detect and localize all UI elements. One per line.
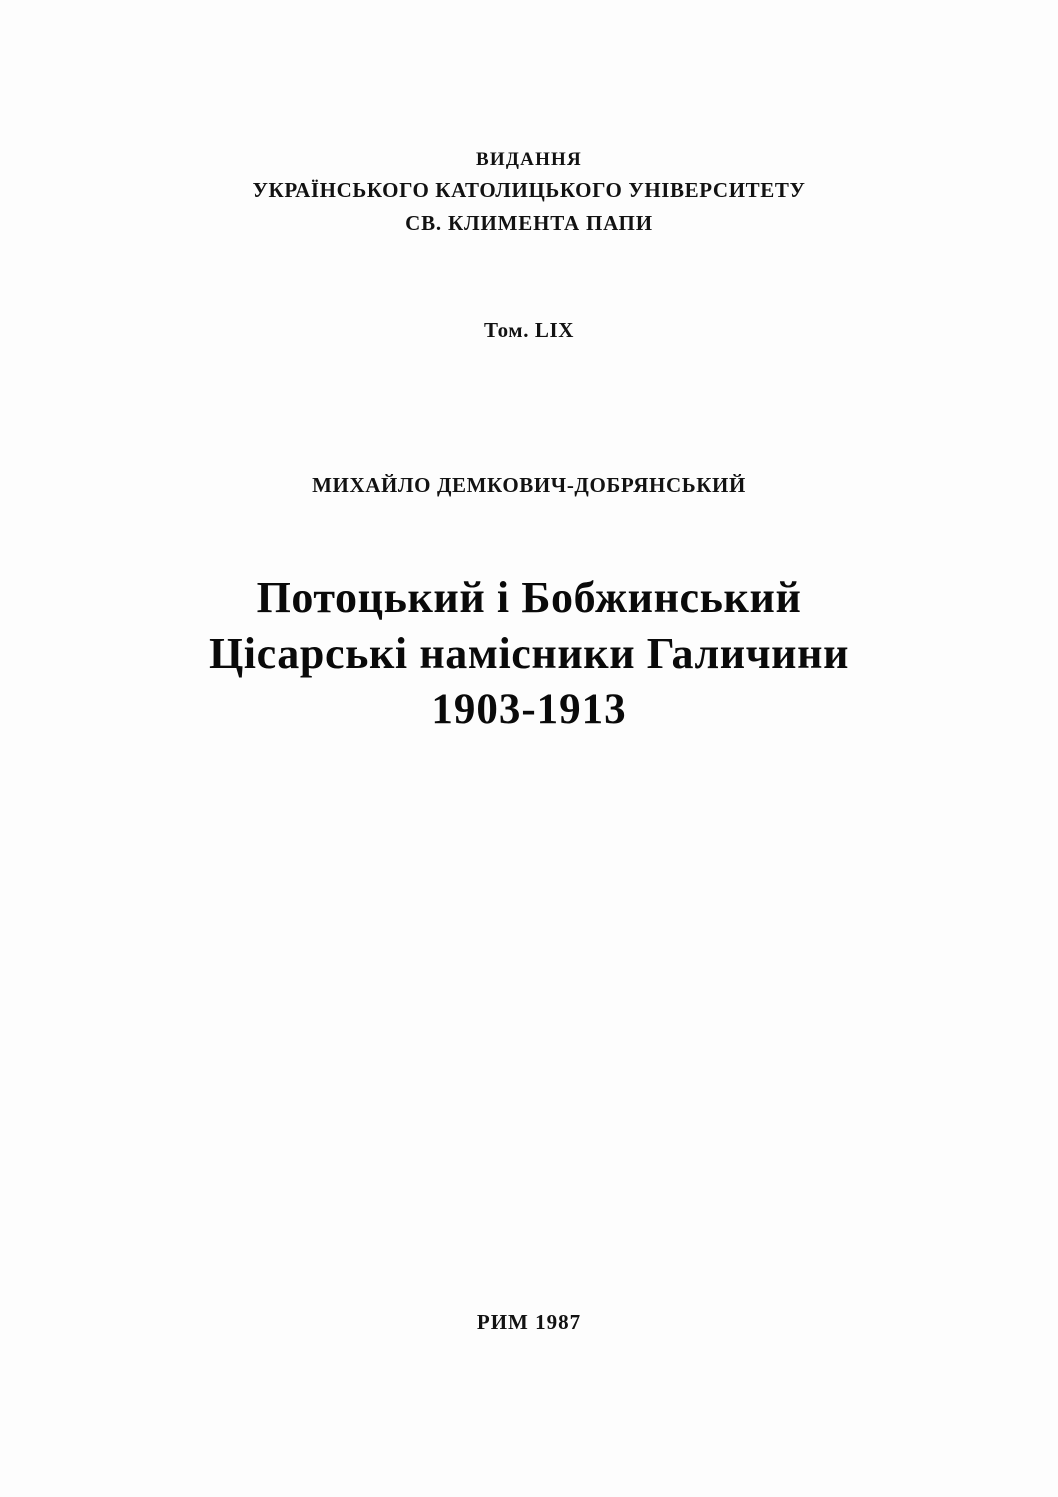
publisher-block — [0, 145, 1058, 240]
book-title-line-1: Потоцький і Бобжинський — [256, 572, 802, 622]
title-page — [0, 0, 1058, 737]
imprint-place-year: РИМ 1987 — [476, 1310, 582, 1334]
book-title-line-2: Цісарські намісники Галичини — [208, 628, 850, 678]
volume-number: Том. LIX — [483, 317, 575, 342]
publisher-line-1: ВИДАННЯ — [476, 149, 582, 170]
author-name: МИХАЙЛО ДЕМКОВИЧ-ДОБРЯНСЬКИЙ — [312, 472, 746, 497]
book-title — [0, 570, 1058, 738]
book-title-years: 1903-1913 — [431, 686, 627, 734]
publisher-line-2: УКРАЇНСЬКОГО КАТОЛИЦЬКОГО УНІВЕРСИТЕТУ — [252, 178, 806, 203]
publisher-line-3: СВ. КЛИМЕНТА ПАПИ — [405, 210, 653, 235]
